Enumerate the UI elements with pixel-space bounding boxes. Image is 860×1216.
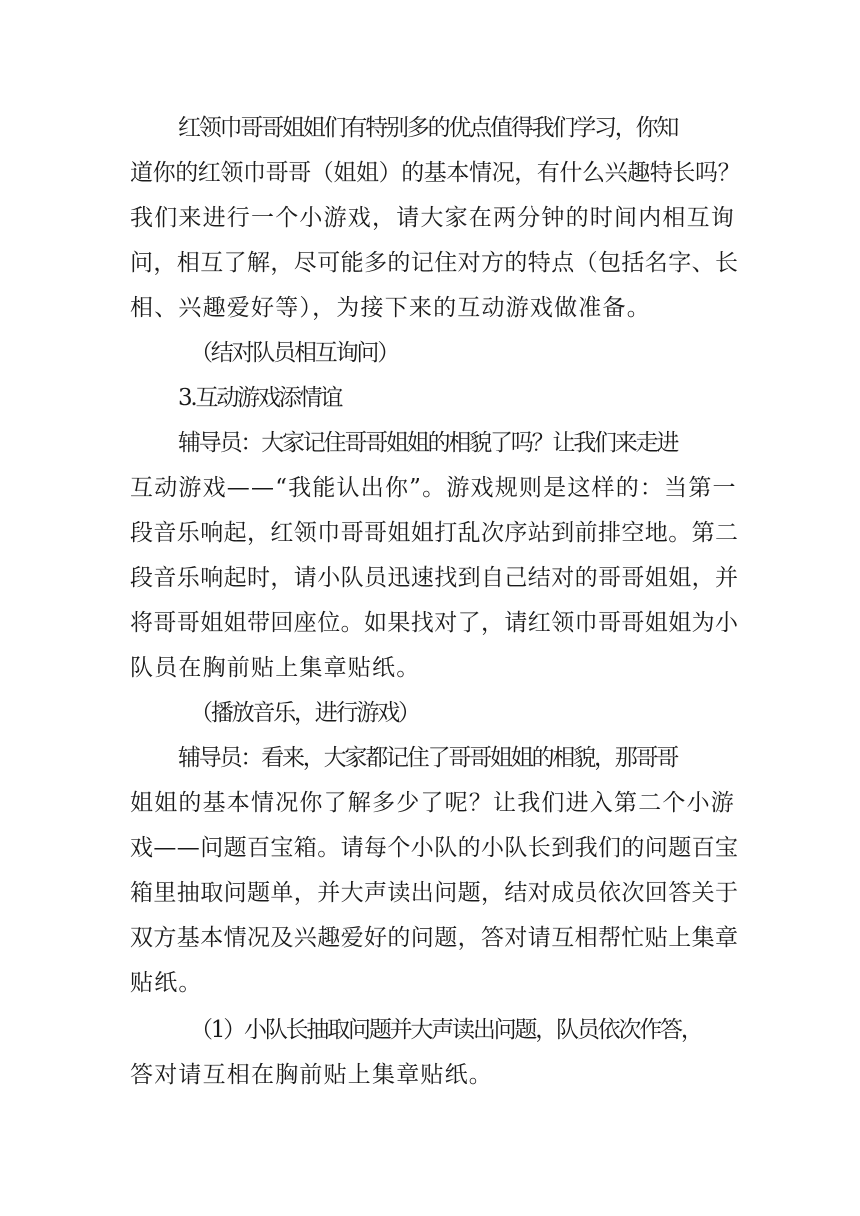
paragraph-6-line-1: 辅导员：看来，大家都记住了哥哥姐姐的相貌，那哥哥 bbox=[178, 745, 678, 771]
paragraph-1-line-3: 我们来进行一个小游戏，请大家在两分钟的时间内相互询 bbox=[130, 205, 735, 231]
paragraph-7-line-1: （1）小队长抽取问题并大声读出问题，队员依次作答， bbox=[190, 1017, 702, 1043]
paragraph-4-line-4: 段音乐响起时，请小队员迅速找到自己结对的哥哥姐姐，并 bbox=[130, 565, 739, 591]
paragraph-4-line-2: 互动游戏——“我能认出你”。游戏规则是这样的：当第一 bbox=[130, 475, 737, 501]
paragraph-6-line-5: 双方基本情况及兴趣爱好的问题，答对请互相帮忙贴上集章 bbox=[130, 925, 739, 951]
paragraph-7-line-2: 答对请互相在胸前贴上集章贴纸。 bbox=[130, 1062, 493, 1088]
paragraph-1-line-1: 红领巾哥哥姐姐们有特别多的优点值得我们学习，你知 bbox=[178, 115, 678, 141]
paragraph-4-line-3: 段音乐响起，红领巾哥哥姐姐打乱次序站到前排空地。第二 bbox=[130, 520, 739, 546]
paragraph-2-line-1: （结对队员相互询问） bbox=[190, 340, 399, 366]
paragraph-6-line-4: 箱里抽取问题单，并大声读出问题，结对成员依次回答关于 bbox=[130, 880, 739, 906]
paragraph-1-line-5: 相、兴趣爱好等），为接下来的互动游戏做准备。 bbox=[130, 295, 651, 321]
paragraph-1-line-4: 问，相互了解，尽可能多的记住对方的特点（包括名字、长 bbox=[130, 250, 739, 276]
paragraph-6-line-6: 贴纸。 bbox=[130, 970, 203, 996]
paragraph-1-line-2: 道你的红领巾哥哥（姐姐）的基本情况，有什么兴趣特长吗？ bbox=[130, 160, 741, 186]
paragraph-4-line-5: 将哥哥姐姐带回座位。如果找对了，请红领巾哥哥姐姐为小 bbox=[130, 610, 739, 636]
paragraph-6-line-3: 戏——问题百宝箱。请每个小队的小队长到我们的问题百宝 bbox=[130, 835, 739, 861]
paragraph-4-line-6: 队员在胸前贴上集章贴纸。 bbox=[130, 655, 421, 681]
paragraph-4-line-1: 辅导员：大家记住哥哥姐姐的相貌了吗？让我们来走进 bbox=[178, 430, 678, 456]
section-heading: 3.互动游戏添情谊 bbox=[178, 385, 342, 411]
paragraph-6-line-2: 姐姐的基本情况你了解多少了呢？让我们进入第二个小游 bbox=[130, 790, 735, 816]
paragraph-5-line-1: （播放音乐，进行游戏） bbox=[190, 700, 419, 726]
